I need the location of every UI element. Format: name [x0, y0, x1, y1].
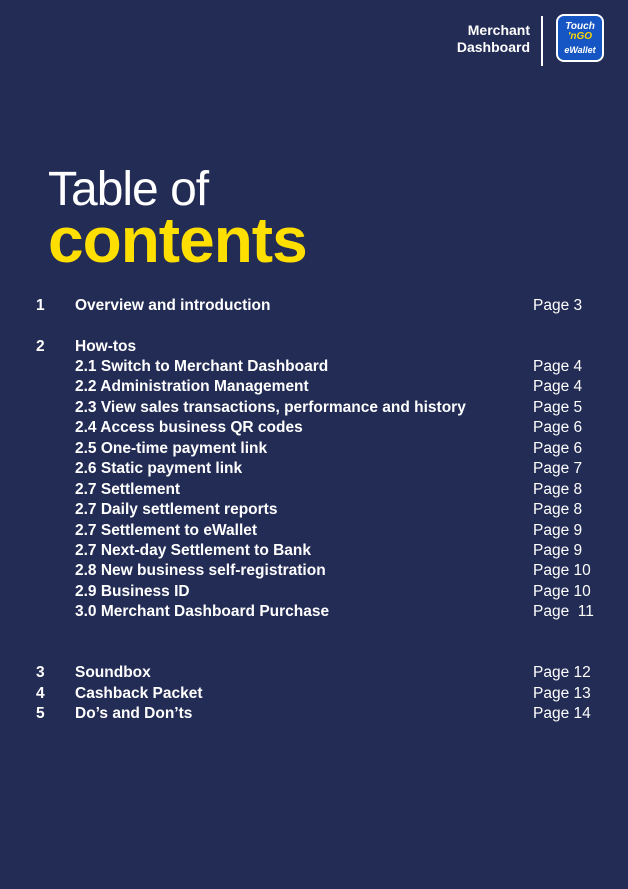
page-title-line-2: contents	[48, 204, 307, 276]
toc-label[interactable]: How-tos	[75, 338, 137, 355]
toc-row[interactable]	[0, 500, 628, 520]
toc-label[interactable]: Do’s and Don’ts	[75, 705, 193, 722]
toc-label[interactable]: 2.3 View sales transactions, performance and history	[75, 399, 466, 416]
toc-page: Page 6	[533, 419, 583, 436]
toc-row[interactable]	[0, 418, 628, 438]
toc-page: Page 14	[533, 705, 591, 722]
toc-label[interactable]: 2.7 Settlement to eWallet	[75, 522, 258, 539]
toc-label[interactable]: Overview and introduction	[75, 297, 271, 314]
toc-number: 1	[36, 297, 45, 314]
toc-number: 5	[36, 705, 45, 722]
toc-page: Page 6	[533, 440, 583, 457]
logo-text-touch: Touch	[565, 21, 595, 32]
brand-title	[457, 22, 530, 56]
toc-row[interactable]	[0, 357, 628, 377]
toc-page: Page 5	[533, 399, 583, 416]
header-divider	[541, 16, 543, 66]
toc-label[interactable]: 3.0 Merchant Dashboard Purchase	[75, 603, 330, 620]
toc-label[interactable]: 2.8 New business self-registration	[75, 562, 326, 579]
toc-page: Page 10	[533, 562, 591, 579]
toc-label[interactable]: 2.1 Switch to Merchant Dashboard	[75, 358, 329, 375]
logo-text-ewallet: eWallet	[564, 45, 596, 55]
toc-page: Page 8	[533, 501, 583, 518]
toc-label[interactable]: 2.2 Administration Management	[75, 378, 309, 395]
toc-page: Page 12	[533, 664, 591, 681]
toc-page: Page 3	[533, 297, 583, 314]
toc-page: Page 8	[533, 481, 583, 498]
toc-row[interactable]	[0, 684, 628, 704]
toc-row[interactable]	[0, 663, 628, 683]
toc-row[interactable]	[0, 377, 628, 397]
toc-label[interactable]: 2.9 Business ID	[75, 583, 190, 600]
toc-number: 2	[36, 338, 45, 355]
toc-row[interactable]	[0, 602, 628, 622]
page-title-line-1: Table of	[48, 163, 209, 216]
toc-label[interactable]: 2.5 One-time payment link	[75, 440, 268, 457]
toc-row[interactable]	[0, 459, 628, 479]
toc-page: Page 11	[533, 603, 594, 620]
toc-page: Page 10	[533, 583, 591, 600]
toc-label[interactable]: Cashback Packet	[75, 685, 203, 702]
toc-page: Page 9	[533, 522, 583, 539]
toc-row[interactable]	[0, 561, 628, 581]
toc-number: 3	[36, 664, 45, 681]
toc-row[interactable]	[0, 582, 628, 602]
toc-row[interactable]	[0, 398, 628, 418]
toc-row[interactable]	[0, 439, 628, 459]
toc-page: Page 4	[533, 358, 583, 375]
brand-line-2: Dashboard	[456, 39, 530, 55]
touch-n-go-logo	[556, 14, 604, 62]
toc-row[interactable]	[0, 521, 628, 541]
toc-label[interactable]: Soundbox	[75, 664, 151, 681]
toc-page: Page 9	[533, 542, 583, 559]
logo-text-ngo: 'nGO	[567, 31, 593, 42]
toc-label[interactable]: 2.7 Next-day Settlement to Bank	[75, 542, 312, 559]
toc-page: Page 4	[533, 378, 583, 395]
brand-line-1: Merchant	[467, 22, 530, 38]
toc-row[interactable]	[0, 296, 628, 316]
toc-row[interactable]	[0, 541, 628, 561]
toc-label[interactable]: 2.7 Settlement	[75, 481, 181, 498]
toc-row[interactable]	[0, 704, 628, 724]
toc-label[interactable]: 2.6 Static payment link	[75, 460, 243, 477]
toc-page: Page 7	[533, 460, 583, 477]
logo-badge	[558, 16, 602, 60]
toc-number: 4	[36, 685, 45, 702]
toc-page: Page 13	[533, 685, 591, 702]
toc-label[interactable]: 2.7 Daily settlement reports	[75, 501, 278, 518]
toc-row[interactable]	[0, 337, 628, 357]
toc-row[interactable]	[0, 480, 628, 500]
toc-label[interactable]: 2.4 Access business QR codes	[75, 419, 303, 436]
